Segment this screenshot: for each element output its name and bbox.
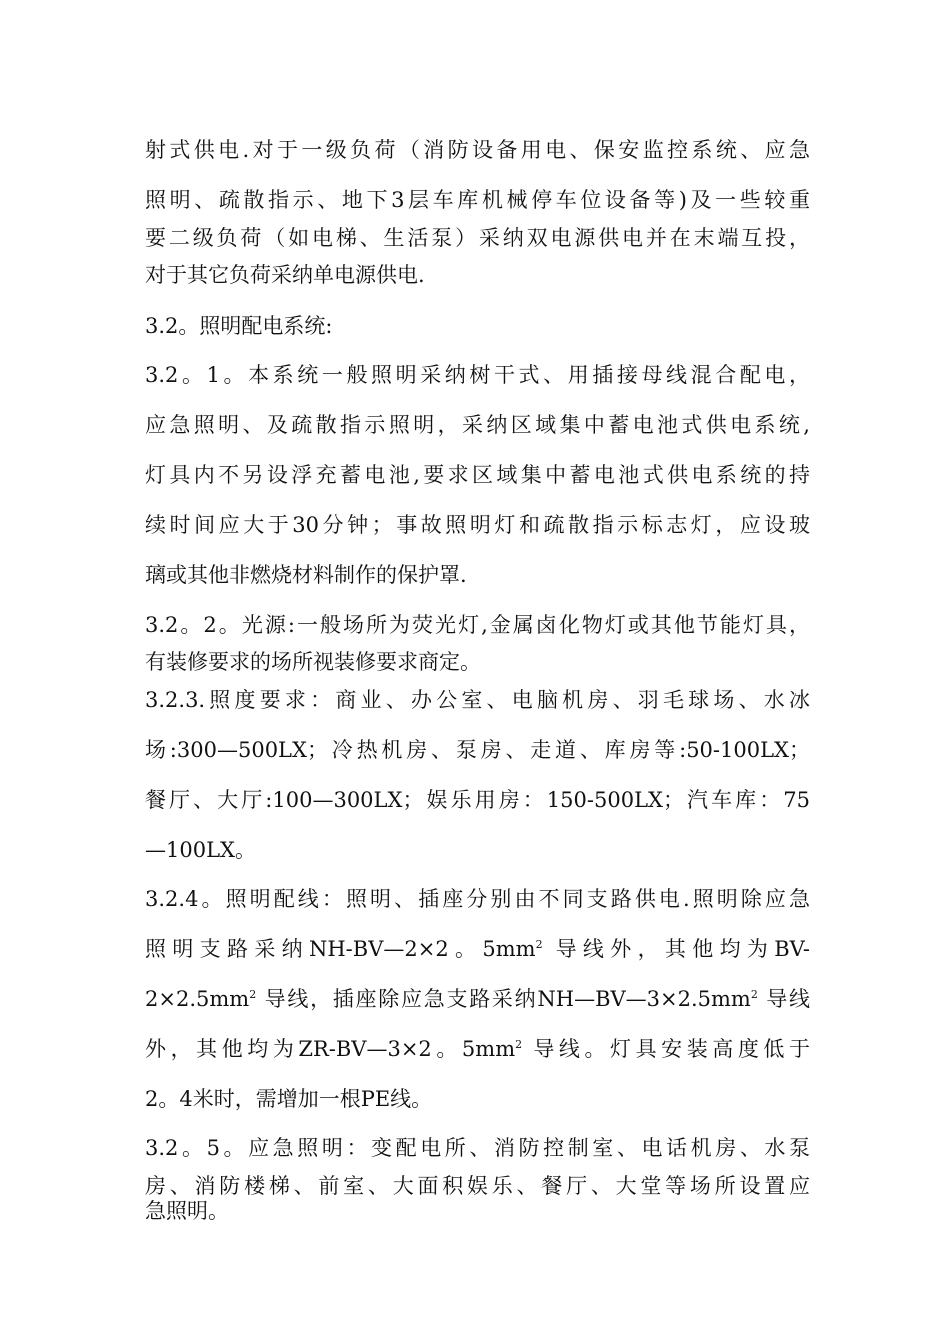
text-line: 射式供电.对于一级负荷（消防设备用电、保安监控系统、应急 <box>145 138 810 162</box>
text-fragment: 外，其他均为ZR-BV—3×2。5mm <box>145 1037 516 1061</box>
text-line: 对于其它负荷采纳单电源供电. <box>145 263 425 287</box>
superscript: 2 <box>535 938 543 951</box>
text-line: 场:300—500LX；冷热机房、泵房、走道、库房等:50-100LX； <box>145 738 810 762</box>
text-line: 璃或其他非燃烧材料制作的保护罩. <box>145 563 467 587</box>
text-line: 照明、疏散指示、地下3层车库机械停车位设备等)及一些较重 <box>145 188 810 212</box>
text-line: 3.2。5。应急照明：变配电所、消防控制室、电话机房、水泵 <box>145 1136 810 1160</box>
text-line: 要二级负荷（如电梯、生活泵）采纳双电源供电并在末端互投， <box>145 226 810 250</box>
text-line: 灯具内不另设浮充蓄电池,要求区域集中蓄电池式供电系统的持 <box>145 463 810 487</box>
text-line: 急照明。 <box>145 1199 229 1223</box>
text-fragment: 2×2.5mm <box>145 987 250 1011</box>
text-fragment: 导线。灯具安装高度低于 <box>533 1037 810 1061</box>
text-line: 餐厅、大厅:100—300LX；娱乐用房：150-500LX；汽车库：75 <box>145 788 810 812</box>
text-line: 房、消防楼梯、前室、大面积娱乐、餐厅、大堂等场所设置应 <box>145 1174 810 1198</box>
text-line: —100LX。 <box>145 838 256 862</box>
text-line: 3.2。1。本系统一般照明采纳树干式、用插接母线混合配电， <box>145 363 810 387</box>
text-line <box>145 936 810 962</box>
text-line: 续时间应大于30分钟；事故照明灯和疏散指示标志灯，应设玻 <box>145 513 810 537</box>
text-line: 3.2。2。光源:一般场所为荧光灯,金属卤化物灯或其他节能灯具， <box>145 613 810 637</box>
text-fragment: 导线 <box>766 987 810 1011</box>
section-heading: 3.2。照明配电系统: <box>145 314 333 338</box>
text-line <box>145 1036 810 1062</box>
text-line: 2。4米时，需增加一根PE线。 <box>145 1087 433 1111</box>
text-fragment: 照明支路采纳NH-BV—2×2。5mm <box>145 937 536 961</box>
text-line: 3.2.4。照明配线：照明、插座分别由不同支路供电.照明除应急 <box>145 887 810 911</box>
text-line: 应急照明、及疏散指示照明，采纳区域集中蓄电池式供电系统, <box>145 413 810 437</box>
superscript: 2 <box>515 1038 523 1051</box>
text-fragment: 导线，插座除应急支路采纳NH—BV—3×2.5mm <box>264 987 751 1011</box>
superscript: 2 <box>750 988 758 1001</box>
text-line <box>145 986 810 1012</box>
text-line: 3.2.3.照度要求：商业、办公室、电脑机房、羽毛球场、水冰 <box>145 688 810 712</box>
text-line: 有装修要求的场所视装修要求商定。 <box>145 650 481 674</box>
superscript: 2 <box>249 988 257 1001</box>
text-fragment: 导线外，其他均为BV- <box>555 937 810 961</box>
